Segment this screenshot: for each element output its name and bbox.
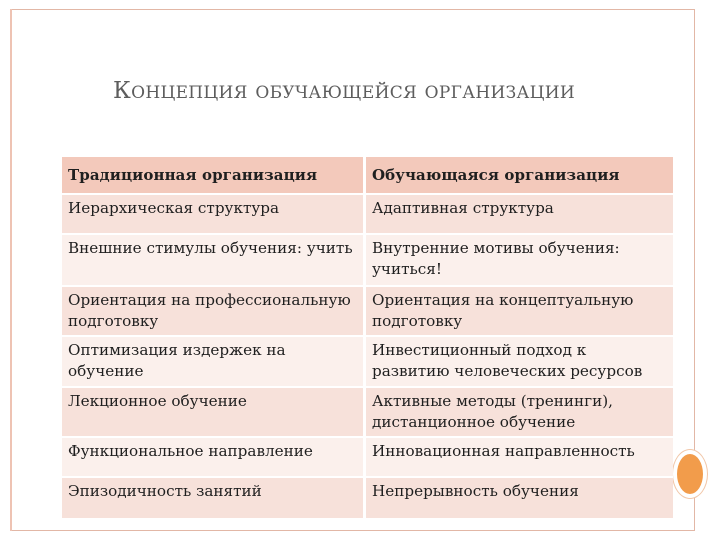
header-learning: Обучающаяся организация — [366, 157, 673, 195]
table-row — [62, 287, 673, 337]
table-header-row — [62, 157, 673, 195]
title-word-1-rest: ОНЦЕПЦИЯ — [131, 83, 248, 103]
table-cell-learning: Инвестиционный подход к развитию человеческих ресурсов — [366, 337, 673, 388]
table-cell-learning: Инновационная направленность — [366, 438, 673, 478]
table-cell-traditional: Внешние стимулы обучения: учить — [62, 235, 366, 287]
header-traditional: Традиционная организация — [62, 157, 366, 195]
table-cell-learning: Активные методы (тренинги), дистанционное обучение — [366, 388, 673, 438]
table-row — [62, 438, 673, 478]
table-cell-traditional: Иерархическая структура — [62, 195, 366, 235]
comparison-table — [62, 157, 673, 520]
table-cell-traditional: Лекционное обучение — [62, 388, 366, 438]
table-row — [62, 195, 673, 235]
table-cell-learning: Внутренние мотивы обучения: учиться! — [366, 235, 673, 287]
table-row — [62, 235, 673, 287]
frame-accent-line — [10, 9, 12, 531]
table-cell-traditional: Функциональное направление — [62, 438, 366, 478]
title-initial: К — [113, 78, 132, 104]
table-row — [62, 388, 673, 438]
table-cell-traditional: Эпизодичность занятий — [62, 478, 366, 520]
title-word-3: ОРГАНИЗАЦИИ — [424, 83, 576, 103]
table-cell-learning: Непрерывность обучения — [366, 478, 673, 520]
title-word-2: ОБУЧАЮЩЕЙСЯ — [255, 83, 418, 103]
table-cell-learning: Адаптивная структура — [366, 195, 673, 235]
table-cell-traditional: Оптимизация издержек на обучение — [62, 337, 366, 388]
table-row — [62, 478, 673, 520]
table-cell-learning: Ориентация на концептуальную подготовку — [366, 287, 673, 337]
table-row — [62, 337, 673, 388]
decorative-dot — [673, 450, 707, 498]
slide-title — [113, 78, 673, 104]
table-cell-traditional: Ориентация на профессиональную подготовку — [62, 287, 366, 337]
